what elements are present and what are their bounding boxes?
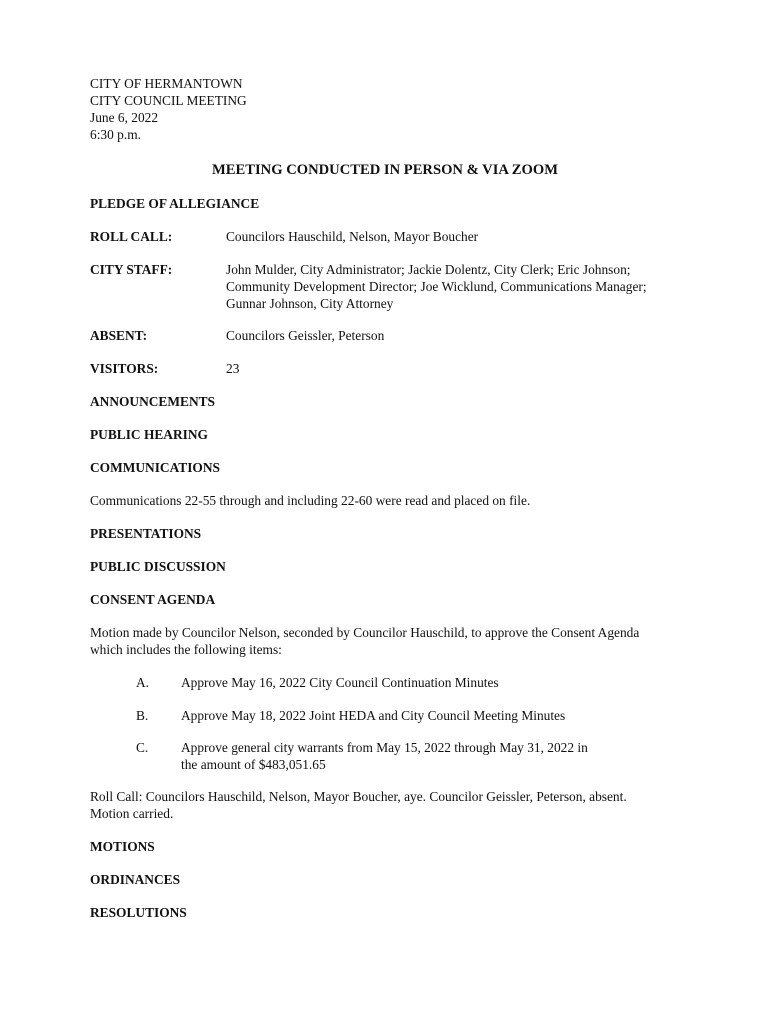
motions-heading: MOTIONS [90,839,155,854]
roll-call-value: Councilors Hauschild, Nelson, Mayor Boucher [226,229,479,244]
consent-item-letter: A. [136,675,150,690]
roll-call-line: Roll Call: Councilors Hauschild, Nelson, Mayor Boucher, aye. Councilor Geissler, Peterson, absent. [90,789,627,804]
consent-item-line: Approve general city warrants from May 15, 2022 through May 31, 2022 in [181,740,588,755]
roll-call-row [90,228,690,245]
consent-item-letter: C. [136,740,149,755]
motion-line: which includes the following items: [90,642,282,657]
city-name: CITY OF HERMANTOWN [90,76,243,91]
consent-item-c [136,739,690,773]
roll-call-label: ROLL CALL: [90,229,173,244]
meeting-time: 6:30 p.m. [90,127,141,142]
pledge-heading: PLEDGE OF ALLEGIANCE [90,196,260,211]
visitors-value: 23 [226,361,240,376]
document-title: MEETING CONDUCTED IN PERSON & VIA ZOOM [212,162,558,178]
visitors-row [90,360,690,377]
communications-text: Communications 22-55 through and including 22-60 were read and placed on file. [90,493,531,508]
meeting-name: CITY COUNCIL MEETING [90,93,247,108]
consent-agenda-motion [90,624,690,658]
consent-roll-call [90,788,690,822]
city-staff-label: CITY STAFF: [90,262,173,277]
communications-heading: COMMUNICATIONS [90,460,220,475]
announcements-heading: ANNOUNCEMENTS [90,394,215,409]
presentations-heading: PRESENTATIONS [90,526,202,541]
visitors-label: VISITORS: [90,361,159,376]
consent-item-line: Approve May 16, 2022 City Council Continuation Minutes [181,675,499,690]
consent-item-text [181,674,621,691]
consent-item-line: Approve May 18, 2022 Joint HEDA and City Council Meeting Minutes [181,708,566,723]
absent-label: ABSENT: [90,328,148,343]
absent-row [90,327,690,344]
city-staff-row [90,261,690,312]
resolutions-heading: RESOLUTIONS [90,905,187,920]
minutes-page [90,75,690,921]
motion-line: Motion made by Councilor Nelson, seconded by Councilor Hauschild, to approve the Consent Agenda [90,625,640,640]
consent-item-text [181,707,621,724]
consent-item-a [136,674,690,691]
meeting-date: June 6, 2022 [90,110,159,125]
public-discussion-heading: PUBLIC DISCUSSION [90,559,226,574]
city-staff-line: Community Development Director; Joe Wicklund, Communications Manager; [226,279,647,294]
consent-item-letter: B. [136,708,149,723]
city-staff-value [226,261,690,312]
consent-item-b [136,707,690,724]
city-staff-line: Gunnar Johnson, City Attorney [226,296,394,311]
public-hearing-heading: PUBLIC HEARING [90,427,208,442]
consent-item-text [181,739,621,773]
consent-item-line: the amount of $483,051.65 [181,757,326,772]
consent-agenda-heading: CONSENT AGENDA [90,592,216,607]
roll-call-line: Motion carried. [90,806,174,821]
ordinances-heading: ORDINANCES [90,872,181,887]
absent-value: Councilors Geissler, Peterson [226,328,385,343]
document-header [90,75,690,143]
city-staff-line: John Mulder, City Administrator; Jackie Dolentz, City Clerk; Eric Johnson; [226,262,631,277]
